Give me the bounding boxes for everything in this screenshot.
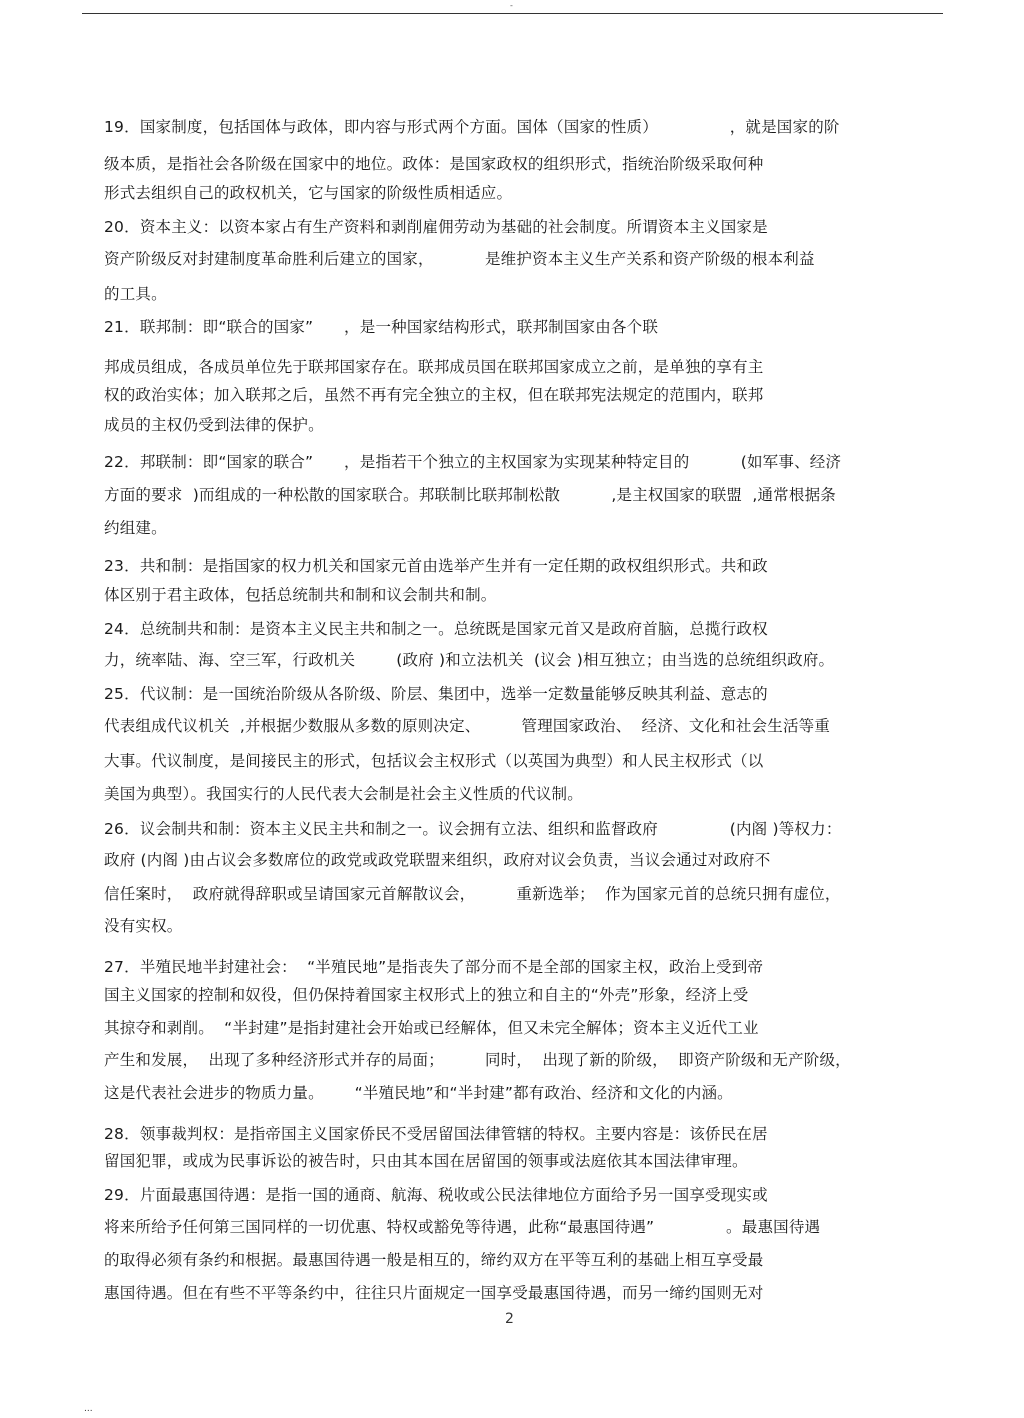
text-line: 方面的要求 )而组成的一种松散的国家联合。邦联制比联邦制松散 ,是主权国家的联盟 ,通常根据条 bbox=[104, 486, 836, 504]
text-line: 资产阶级反对封建制度革命胜利后建立的国家， 是维护资本主义生产关系和资产阶级的根本利益 bbox=[104, 250, 815, 268]
text-line: 信任案时， 政府就得辞职或呈请国家元首解散议会， 重新选举； 作为国家元首的总统只拥有虚位， bbox=[104, 885, 841, 903]
page-number: 2 bbox=[505, 1311, 514, 1327]
text-line: 惠国待遇。但在有些不平等条约中，往往只片面规定一国享受最惠国待遇，而另一缔约国则无对 bbox=[104, 1284, 764, 1302]
text-line: 23．共和制：是指国家的权力机关和国家元首由选举产生并有一定任期的政权组织形式。共和政 bbox=[104, 557, 768, 575]
text-line: 成员的主权仍受到法律的保护。 bbox=[104, 416, 324, 434]
text-line: 22．邦联制：即“国家的联合” ，是指若干个独立的主权国家为实现某种特定目的 (如军事、经济 bbox=[104, 453, 842, 471]
footer-mark: ... bbox=[84, 1404, 93, 1414]
text-line: 21．联邦制：即“联合的国家” ，是一种国家结构形式，联邦制国家由各个联 bbox=[104, 318, 659, 336]
text-line: 体区别于君主政体，包括总统制共和制和议会制共和制。 bbox=[104, 586, 497, 604]
text-line: 28．领事裁判权：是指帝国主义国家侨民不受居留国法律管辖的特权。主要内容是：该侨民在居 bbox=[104, 1125, 768, 1143]
text-line: 级本质，是指社会各阶级在国家中的地位。政体：是国家政权的组织形式，指统治阶级采取何种 bbox=[104, 155, 764, 173]
text-line: 25．代议制：是一国统治阶级从各阶级、阶层、集团中，选举一定数量能够反映其利益、意志的 bbox=[104, 685, 768, 703]
text-line: 29．片面最惠国待遇：是指一国的通商、航海、税收或公民法律地位方面给予另一国享受现实或 bbox=[104, 1186, 768, 1204]
text-line: 邦成员组成，各成员单位先于联邦国家存在。联邦成员国在联邦国家成立之前，是单独的享有主 bbox=[104, 358, 764, 376]
header-mark: - bbox=[510, 1, 513, 10]
text-line: 权的政治实体；加入联邦之后，虽然不再有完全独立的主权，但在联邦宪法规定的范围内，联邦 bbox=[104, 386, 764, 404]
text-line: 美国为典型）。我国实行的人民代表大会制是社会主义性质的代议制。 bbox=[104, 785, 583, 803]
text-line: 19．国家制度，包括国体与政体，即内容与形式两个方面。国体（国家的性质） ，就是国家的阶 bbox=[104, 118, 840, 136]
text-line: 约组建。 bbox=[104, 519, 167, 537]
text-line: 27．半殖民地半封建社会： “半殖民地”是指丧失了部分而不是全部的国家主权，政治上受到帝 bbox=[104, 958, 764, 976]
text-line: 力，统率陆、海、空三军，行政机关 (政府 )和立法机关 (议会 )相互独立；由当选的总统组织政府。 bbox=[104, 651, 835, 669]
text-line: 没有实权。 bbox=[104, 917, 183, 935]
text-line: 代表组成代议机关 ,并根据少数服从多数的原则决定、 管理国家政治、 经济、文化和社会生活等重 bbox=[104, 717, 831, 735]
text-line: 国主义国家的控制和奴役，但仍保持着国家主权形式上的独立和自主的“外壳”形象，经济上受 bbox=[104, 986, 749, 1004]
text-line: 留国犯罪，或成为民事诉讼的被告时，只由其本国在居留国的领事或法庭依其本国法律审理。 bbox=[104, 1152, 748, 1170]
text-line: 形式去组织自己的政权机关，它与国家的阶级性质相适应。 bbox=[104, 184, 513, 202]
text-line: 将来所给予任何第三国同样的一切优惠、特权或豁免等待遇，此称“最惠国待遇” 。最惠国待遇 bbox=[104, 1218, 821, 1236]
text-line: 其掠夺和剥削。 “半封建”是指封建社会开始或已经解体，但又未完全解体；资本主义近代工业 bbox=[104, 1019, 759, 1037]
text-line: 产生和发展， 出现了多种经济形式并存的局面； 同时， 出现了新的阶级， 即资产阶级和无产阶级， bbox=[104, 1051, 851, 1069]
text-line: 20．资本主义：以资本家占有生产资料和剥削雇佣劳动为基础的社会制度。所谓资本主义国家是 bbox=[104, 218, 768, 236]
text-line: 26．议会制共和制：资本主义民主共和制之一。议会拥有立法、组织和监督政府 (内阁 )等权力： bbox=[104, 820, 842, 838]
text-line: 大事。代议制度，是间接民主的形式，包括议会主权形式（以英国为典型）和人民主权形式（以 bbox=[104, 752, 764, 770]
text-line: 24．总统制共和制：是资本主义民主共和制之一。总统既是国家元首又是政府首脑，总揽行政权 bbox=[104, 620, 768, 638]
text-line: 这是代表社会进步的物质力量。 “半殖民地”和“半封建”都有政治、经济和文化的内涵。 bbox=[104, 1084, 733, 1102]
text-line: 的取得必须有条约和根据。最惠国待遇一般是相互的，缔约双方在平等互利的基础上相互享受最 bbox=[104, 1251, 764, 1269]
text-line: 政府 (内阁 )由占议会多数席位的政党或政党联盟来组织，政府对议会负责，当议会通过对政府不 bbox=[104, 851, 771, 869]
header-rule bbox=[82, 13, 943, 14]
text-line: 的工具。 bbox=[104, 285, 167, 303]
